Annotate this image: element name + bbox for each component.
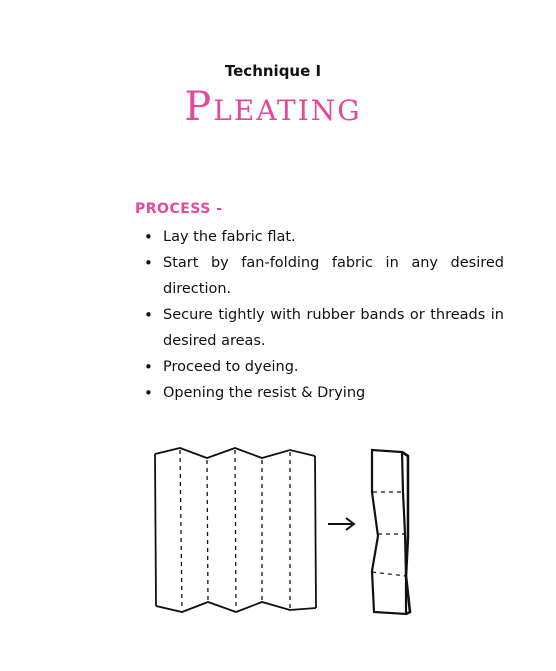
process-steps-list bbox=[144, 224, 504, 406]
process-step: • Opening the resist & Drying bbox=[144, 380, 504, 406]
pleated-fabric-folded-icon bbox=[372, 450, 410, 614]
page-title: Pleating bbox=[184, 84, 362, 130]
process-step: • Start by fan-folding fabric in any desired direction. bbox=[144, 250, 504, 302]
process-heading: PROCESS - bbox=[135, 201, 223, 217]
page-subtitle: Technique I bbox=[224, 62, 322, 80]
pleating-illustration bbox=[140, 436, 420, 626]
process-step: • Proceed to dyeing. bbox=[144, 354, 504, 380]
process-step: • Lay the fabric flat. bbox=[144, 224, 504, 250]
pleated-fabric-flat-icon bbox=[155, 448, 316, 612]
arrow-right-icon bbox=[328, 518, 354, 530]
process-step: • Secure tightly with rubber bands or threads in desired areas. bbox=[144, 302, 504, 354]
